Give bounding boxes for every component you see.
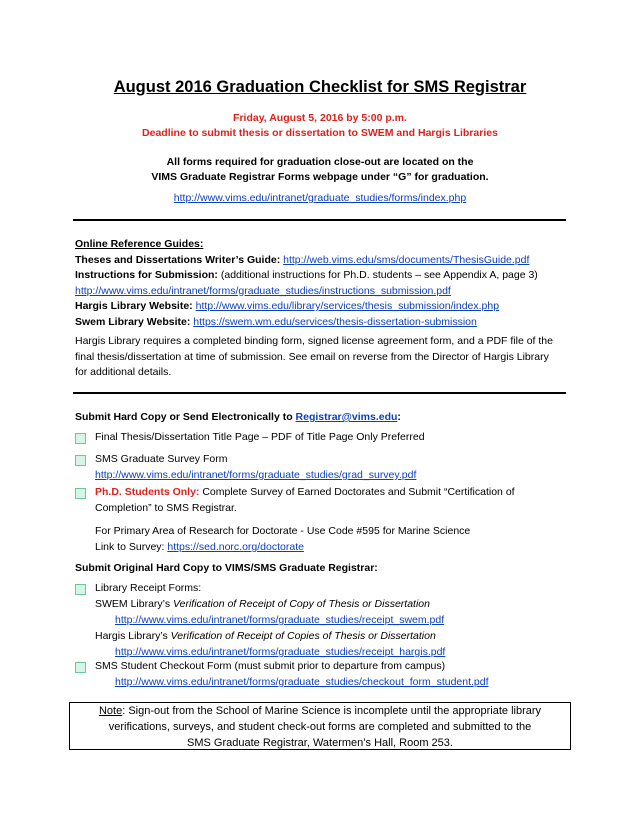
forms-notice-line1: All forms required for graduation close-out are located on the [166,156,474,168]
forms-notice-line2: VIMS Graduate Registrar Forms webpage under “G” for graduation. [151,171,489,183]
section2-heading: Submit Original Hard Copy to VIMS/SMS Graduate Registrar: [75,562,378,574]
item-checkout-form [95,658,565,690]
graduate-survey-link[interactable]: http://www.vims.edu/intranet/forms/graduate_studies/grad_survey.pdf [95,469,417,481]
forms-index-link[interactable]: http://www.vims.edu/intranet/graduate_studies/forms/index.php [173,192,467,204]
swem-link[interactable]: https://swem.wm.edu/services/thesis-dissertation-submission [193,315,477,328]
library-receipts-label: Library Receipt Forms: [95,582,202,594]
page-title: August 2016 Graduation Checklist for SMS Registrar [113,78,527,96]
note-line1: : Sign-out from the School of Marine Science is incomplete until the appropriate library [122,705,542,717]
swem-receipt-title: Verification of Receipt of Copy of Thesis or Dissertation [173,598,430,610]
swem-label: Swem Library Website: [75,315,191,328]
deadline-date: Friday, August 5, 2016 by 5:00 p.m. [233,112,407,124]
section1-heading [75,410,575,426]
section1-heading-text: Submit Hard Copy or Send Electronically to [75,411,293,423]
phd-code-text: For Primary Area of Research for Doctorate - Use Code #595 for Marine Science [95,525,471,537]
doctorate-survey-link[interactable]: https://sed.norc.org/doctorate [167,541,304,553]
checkbox-phd-survey[interactable] [75,488,86,499]
checkout-form-link[interactable]: http://www.vims.edu/intranet/forms/graduate_studies/checkout_form_student.pdf [115,676,489,688]
note-label: Note [98,705,123,717]
swem-receipt-prefix: SWEM Library’s [95,598,173,610]
instructions-label: Instructions for Submission: [75,269,218,281]
divider [73,392,566,394]
reference-guides [75,237,575,330]
hargis-paragraph [75,334,575,381]
note-line2: verifications, surveys, and student check-out forms are completed and submitted to the [108,721,532,733]
item-graduate-survey [95,451,565,483]
checkbox-graduate-survey[interactable] [75,455,86,466]
instructions-link[interactable]: http://www.vims.edu/intranet/forms/graduate_studies/instructions_submission.pdf [75,284,451,297]
item-title-page: Final Thesis/Dissertation Title Page – PDF of Title Page Only Preferred [95,431,425,443]
hargis-receipt-link[interactable]: http://www.vims.edu/intranet/forms/graduate_studies/receipt_hargis.pdf [115,646,446,658]
checkbox-library-receipts[interactable] [75,584,86,595]
hargis-label: Hargis Library Website: [75,300,193,312]
phd-survey-text: Complete Survey of Earned Doctorates and Submit “Certification of [199,486,515,498]
note-line3: SMS Graduate Registrar, Watermen’s Hall, Room 253. [187,737,453,749]
section1-colon: : [397,411,401,423]
hargis-receipt-title: Verification of Receipt of Copies of Thesis or Dissertation [170,630,436,642]
hargis-paragraph-line: Hargis Library requires a completed binding form, signed license agreement form, and a PDF file of the [75,335,553,347]
hargis-paragraph-line: for additional details. [75,366,172,378]
checkbox-checkout-form[interactable] [75,662,86,673]
note-box [69,702,571,750]
item-library-receipts [95,580,565,660]
phd-survey-text2: Completion” to SMS Registrar. [95,502,237,514]
writers-guide-link[interactable]: http://web.vims.edu/sms/documents/ThesisGuide.pdf [283,253,530,266]
writers-guide-label: Theses and Dissertations Writer’s Guide: [75,253,281,266]
reference-heading: Online Reference Guides: [75,238,204,250]
hargis-receipt-prefix: Hargis Library’s [95,630,171,642]
graduate-survey-label: SMS Graduate Survey Form [95,453,228,465]
registrar-email-link[interactable]: Registrar@vims.edu [295,411,398,423]
divider [73,219,566,221]
hargis-paragraph-line: final thesis/dissertation at time of submission. See email on reverse from the Director of Hargis Library [75,350,549,363]
swem-receipt-link[interactable]: http://www.vims.edu/intranet/forms/graduate_studies/receipt_swem.pdf [115,614,445,626]
instructions-note: (additional instructions for Ph.D. students – see Appendix A, page 3) [220,269,538,281]
hargis-link[interactable]: http://www.vims.edu/library/services/thesis_submission/index.php [195,300,500,312]
survey-link-label: Link to Survey: [95,541,168,553]
phd-only-label: Ph.D. Students Only: [95,486,200,498]
checkbox-title-page[interactable] [75,433,86,444]
item-phd-survey [95,484,565,555]
deadline-text: Deadline to submit thesis or dissertation to SWEM and Hargis Libraries [142,127,498,139]
checkout-form-label: SMS Student Checkout Form (must submit prior to departure from campus) [95,660,446,672]
